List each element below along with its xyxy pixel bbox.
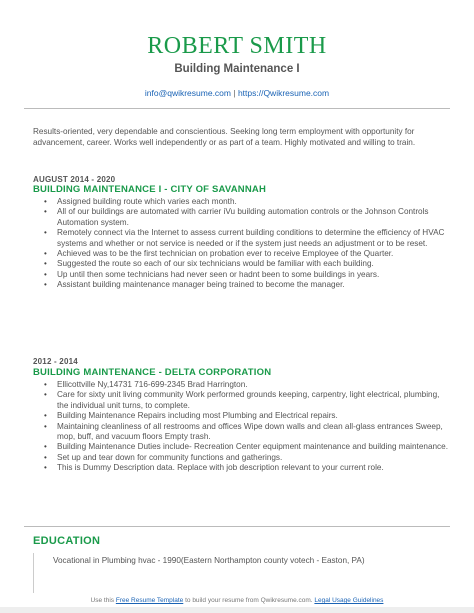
header-divider — [24, 108, 450, 109]
bullet-icon: • — [44, 463, 47, 473]
education-divider — [24, 526, 450, 527]
summary-text: Results-oriented, very dependable and conscientious. Seeking long term employment with opportunity for advancement, career. Works well independently or as part of a team. Highly motivated and willing to train. — [33, 127, 416, 147]
bullet-icon: • — [44, 380, 47, 389]
bullet-icon: • — [44, 390, 47, 400]
bottom-strip — [0, 607, 474, 613]
bullet-icon: • — [44, 411, 47, 421]
job-bullets — [33, 197, 449, 291]
list-item — [33, 228, 449, 249]
education-accent-bar — [33, 553, 34, 593]
list-item — [33, 442, 449, 452]
list-item — [33, 411, 449, 421]
list-item — [33, 207, 449, 228]
footer-text-pre: Use this — [90, 597, 116, 604]
bullet-icon: • — [44, 452, 47, 462]
bullet-text: Remotely connect via the Internet to assess current building conditions to determine the efficiency of HVAC systems and whether or not service is needed or if the system just needs an adjustment or to be reset. — [57, 228, 445, 248]
job-title: BUILDING MAINTENANCE I - CITY OF SAVANNAH — [33, 184, 267, 195]
bullet-text: Assistant building maintenance manager being trained to become the manager. — [57, 280, 345, 290]
list-item — [33, 380, 449, 390]
list-item — [33, 463, 449, 473]
bullet-icon: • — [44, 259, 47, 269]
bullet-text: Achieved was to be the first technician on probation ever to receive Employee of the Quarter. — [57, 249, 394, 259]
bullet-text: Building Maintenance Repairs including most Plumbing and Electrical repairs. — [57, 411, 338, 421]
list-item — [33, 422, 449, 443]
bullet-text: This is Dummy Description data. Replace with job description relevant to your current role. — [57, 463, 384, 473]
list-item — [33, 390, 449, 411]
candidate-name: ROBERT SMITH — [147, 33, 327, 59]
bullet-text: Set up and tear down for community functions and gatherings. — [57, 452, 283, 462]
bullet-text: Building Maintenance Duties include- Recreation Center equipment maintenance and building maintenance. — [57, 442, 448, 452]
list-item — [33, 259, 449, 269]
bullet-icon: • — [44, 228, 47, 238]
list-item — [33, 280, 449, 290]
bullet-text: Care for sixty unit living community Work performed grounds keeping, carpentry, light electrical, plumbing, the individual unit turns, to complete. — [57, 390, 440, 410]
free-template-link[interactable]: Free Resume Template — [115, 597, 184, 604]
bullet-text: Up until then some technicians had never seen or hadnt been to some buildings in years. — [57, 269, 380, 279]
legal-guidelines-link[interactable]: Legal Usage Guidelines — [314, 597, 384, 604]
contact-line — [0, 87, 474, 99]
website-link[interactable]: https://Qwikresume.com — [237, 88, 330, 98]
bullet-icon: • — [44, 249, 47, 259]
bullet-text: Ellicottville Ny,14731 716-699-2345 Brad Harrington. — [57, 380, 248, 389]
bullet-icon: • — [44, 269, 47, 279]
education-heading: EDUCATION — [33, 535, 101, 547]
bullet-text: Suggested the route so each of our six technicians would be familiar with each building. — [57, 259, 374, 269]
bullet-icon: • — [44, 280, 47, 290]
education-entry: Vocational in Plumbing hvac - 1990(Eastern Northampton county votech - Easton, PA) — [53, 556, 365, 565]
bullet-icon: • — [44, 421, 47, 431]
bullet-icon: • — [44, 442, 47, 452]
bullet-icon: • — [44, 207, 47, 217]
list-item — [33, 453, 449, 463]
bullet-text: All of our buildings are automated with carrier iVu building automation controls or the Johnson Controls Automation system. — [57, 207, 429, 227]
job-title: BUILDING MAINTENANCE - DELTA CORPORATION — [33, 367, 272, 378]
job-dates: AUGUST 2014 - 2020 — [33, 175, 116, 184]
contact-separator: | — [231, 88, 238, 98]
candidate-role: Building Maintenance I — [174, 63, 300, 75]
email-link[interactable]: info@qwikresume.com — [144, 88, 231, 98]
footer-text-mid: to build your resume from Qwikresume.com. — [183, 597, 315, 604]
job-dates: 2012 - 2014 — [33, 357, 78, 366]
bullet-text: Maintaining cleanliness of all restrooms and offices Wipe down walls and clean all-glass entrances Sweep, mop, buff, and vacuum floors Empty trash. — [57, 421, 443, 442]
footer-note — [0, 597, 474, 604]
list-item — [33, 197, 449, 207]
job-bullets — [33, 380, 449, 474]
list-item — [33, 249, 449, 259]
list-item — [33, 270, 449, 280]
bullet-icon: • — [44, 197, 47, 206]
bullet-text: Assigned building route which varies each month. — [57, 197, 237, 206]
